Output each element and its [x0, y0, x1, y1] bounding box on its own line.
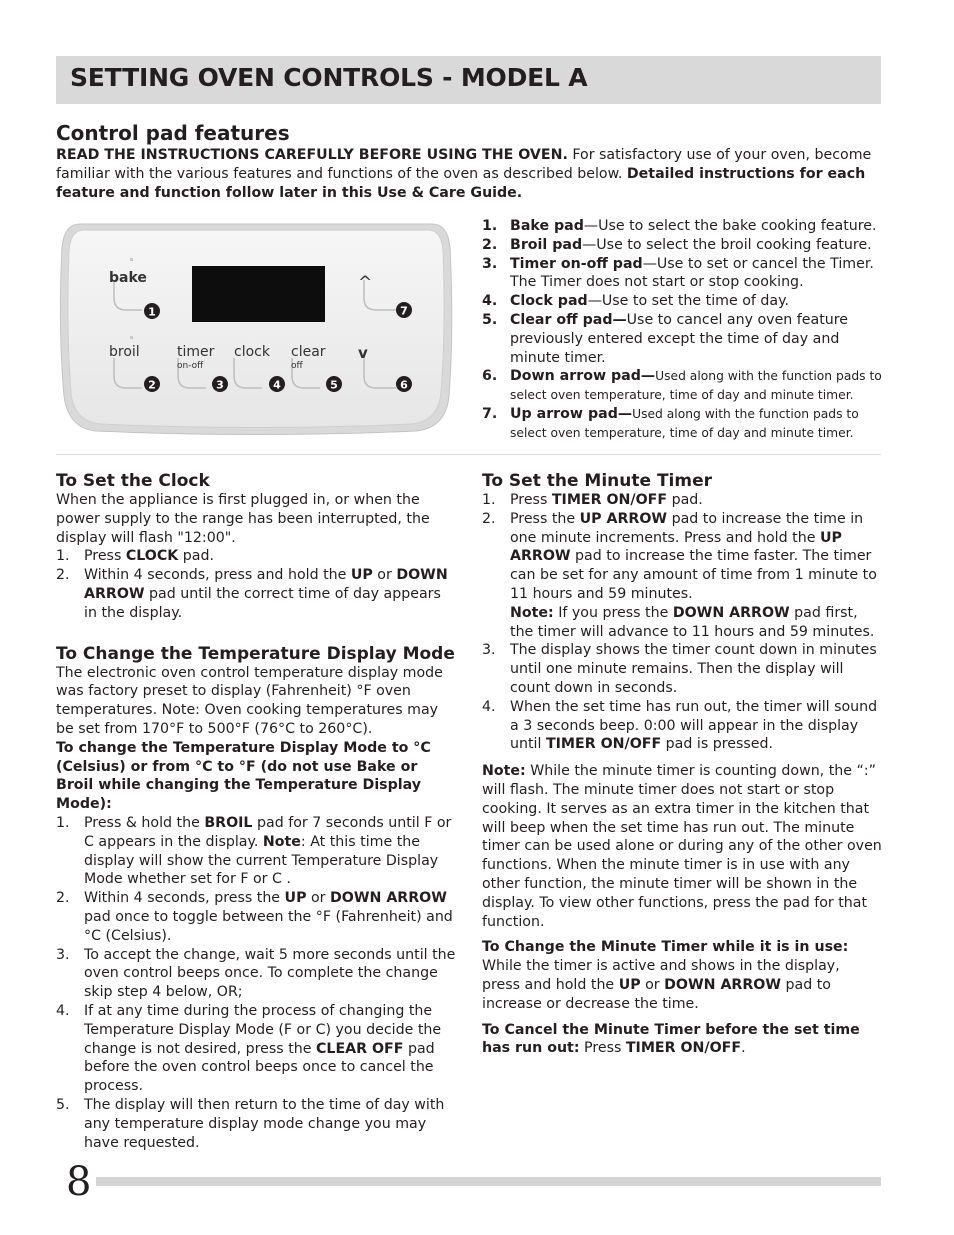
title-bar — [56, 56, 881, 104]
change-timer-text: While the timer is active and shows in the display, press and hold the UP or DOWN ARROW pad to increase or decrease the time. — [482, 958, 840, 1012]
temp-intro: The electronic oven control temperature display mode was factory preset to display (Fahrenheit) °F oven temperatures. Note: Oven cooking temperatures may be set from 170°F to 500°F (76°C to 260°C). — [56, 664, 443, 737]
timer-label: timer — [177, 344, 215, 360]
bake-label: bake — [109, 270, 147, 286]
page-title: SETTING OVEN CONTROLS - MODEL A — [70, 63, 588, 92]
broil-indicator-light — [130, 336, 133, 339]
clock-steps — [56, 547, 456, 622]
svg-text:1: 1 — [148, 305, 156, 319]
temp-heading: To Change the Temperature Display Mode — [56, 643, 455, 664]
svg-text:2: 2 — [148, 378, 156, 392]
temp-step: 3. To accept the change, wait 5 more seconds until the oven control beeps once. To complete the change skip step 4 below, OR; — [56, 946, 456, 1001]
page-number: 8 — [66, 1159, 92, 1205]
svg-text:4: 4 — [273, 378, 281, 392]
pad-item: 4. Clock pad—Use to set the time of day. — [482, 293, 789, 310]
cancel-timer-text: To Cancel the Minute Timer before the set time has run out: Press TIMER ON/OFF. — [482, 1021, 860, 1057]
timer-step: 2. Press the UP ARROW pad to increase the time in one minute increments. Press and hold the UP ARROW pad to increase the time faster. The timer can be set for any amount of time from 1 minute to 11 hours and 59 minutes. Note: If you press the DOWN ARROW pad first, the timer will advance to 11 hours and 59 minutes. — [482, 510, 877, 640]
pad-features-list — [482, 217, 882, 443]
svg-text:6: 6 — [400, 378, 408, 392]
right-column — [482, 471, 882, 1058]
temp-step: 2. Within 4 seconds, press the UP or DOWN ARROW pad once to toggle between the °F (Fahrenheit) and °C (Celsius). — [56, 890, 453, 944]
intro-text: For satisfactory use of your oven, become familiar with the various features and functions of the oven as described below. — [56, 147, 872, 182]
temp-steps — [56, 814, 456, 1152]
panel-face — [68, 230, 444, 428]
timer-sublabel: on-off — [177, 361, 204, 371]
temp-step: 4. If at any time during the process of changing the Temperature Display Mode (F or C) you decide the change is not desired, press the CLEAR OFF pad before the oven control beeps once to cancel the process. — [56, 1002, 442, 1095]
temp-step: 5. The display will then return to the time of day with any temperature display mode change you may have requested. — [56, 1096, 445, 1151]
callout-3 — [212, 376, 228, 392]
change-timer-heading: To Change the Minute Timer while it is in use: — [482, 939, 849, 956]
section-divider — [56, 454, 881, 455]
pad-item: 1. Bake pad—Use to select the bake cooking feature. — [482, 218, 877, 234]
clear-sublabel: off — [291, 361, 303, 371]
intro-bold-warning: READ THE INSTRUCTIONS CAREFULLY BEFORE USING THE OVEN. — [56, 147, 568, 163]
callout-4 — [269, 376, 285, 392]
clock-step: 2. Within 4 seconds, press and hold the UP or DOWN ARROW pad until the correct time of day appears in the display. — [56, 567, 448, 621]
timer-step: 3. The display shows the timer count down in minutes until one minute remains. Then the display will count down in seconds. — [482, 642, 877, 696]
features-section — [56, 121, 881, 202]
display-window — [192, 266, 325, 322]
control-panel-illustration — [56, 218, 456, 440]
up-arrow-label: ^ — [358, 273, 373, 293]
callout-5 — [326, 376, 342, 392]
features-heading: Control pad features — [56, 121, 290, 145]
temp-step: 1. Press & hold the BROIL pad for 7 seconds until F or C appears in the display. Note: At this time the display will show the current Temperature Display Mode whether set for F or C . — [56, 814, 452, 888]
left-column — [56, 471, 456, 1152]
timer-note: Note: While the minute timer is counting down, the “:” will flash. The minute timer does not start or stop cooking. It serves as an extra timer in the kitchen that will beep when the set time has run out. The minute timer can be used alone or during any of the other oven functions. When the minute timer is in use with any other function, the minute timer will be shown in the display. To view other functions, press the pad for that function. — [482, 763, 882, 930]
callout-6 — [396, 376, 412, 392]
svg-text:3: 3 — [216, 378, 224, 392]
timer-steps — [482, 491, 882, 754]
intro-bold-detail: Detailed instructions for each feature and function follow later in this Use & Care Guide. — [56, 165, 866, 201]
pad-item: 2. Broil pad—Use to select the broil cooking feature. — [482, 236, 872, 253]
features-intro — [56, 146, 881, 202]
clock-intro: When the appliance is first plugged in, or when the power supply to the range has been interrupted, the display will flash "12:00". — [56, 492, 430, 546]
footer-bar — [96, 1177, 881, 1186]
callout-7 — [396, 302, 412, 318]
clock-step: 1. Press CLOCK pad. — [56, 548, 215, 565]
timer-heading: To Set the Minute Timer — [482, 471, 713, 491]
pad-item: 3. Timer on-off pad—Use to set or cancel the Timer. The Timer does not start or stop cooking. — [482, 255, 874, 291]
pad-item: 7. Up arrow pad—Used along with the function pads to select oven temperature, time of day and minute timer. — [482, 405, 859, 440]
broil-label: broil — [109, 344, 140, 360]
callout-2 — [144, 376, 160, 392]
pad-item: 5. Clear off pad—Use to cancel any oven feature previously entered except the time of day and minute timer. — [482, 311, 849, 366]
timer-step: 4. When the set time has run out, the timer will sound a 3 seconds beep. 0:00 will appear in the display until TIMER ON/OFF pad is pressed. — [482, 698, 878, 753]
svg-text:5: 5 — [330, 378, 338, 392]
timer-step: 1. Press TIMER ON/OFF pad. — [482, 492, 703, 508]
clear-label: clear — [291, 344, 326, 360]
pad-item: 6. Down arrow pad—Used along with the function pads to select oven temperature, time of day and minute timer. — [482, 368, 882, 403]
temp-bold-intro: To change the Temperature Display Mode to °C (Celsius) or from °C to °F (do not use Bake or Broil while changing the Temperature Display Mode): — [56, 739, 431, 813]
bake-indicator-light — [130, 258, 133, 261]
clock-label: clock — [234, 344, 270, 360]
clock-heading: To Set the Clock — [56, 471, 210, 491]
svg-text:7: 7 — [400, 304, 408, 318]
callout-1 — [144, 303, 160, 319]
down-arrow-label: v — [358, 344, 368, 362]
